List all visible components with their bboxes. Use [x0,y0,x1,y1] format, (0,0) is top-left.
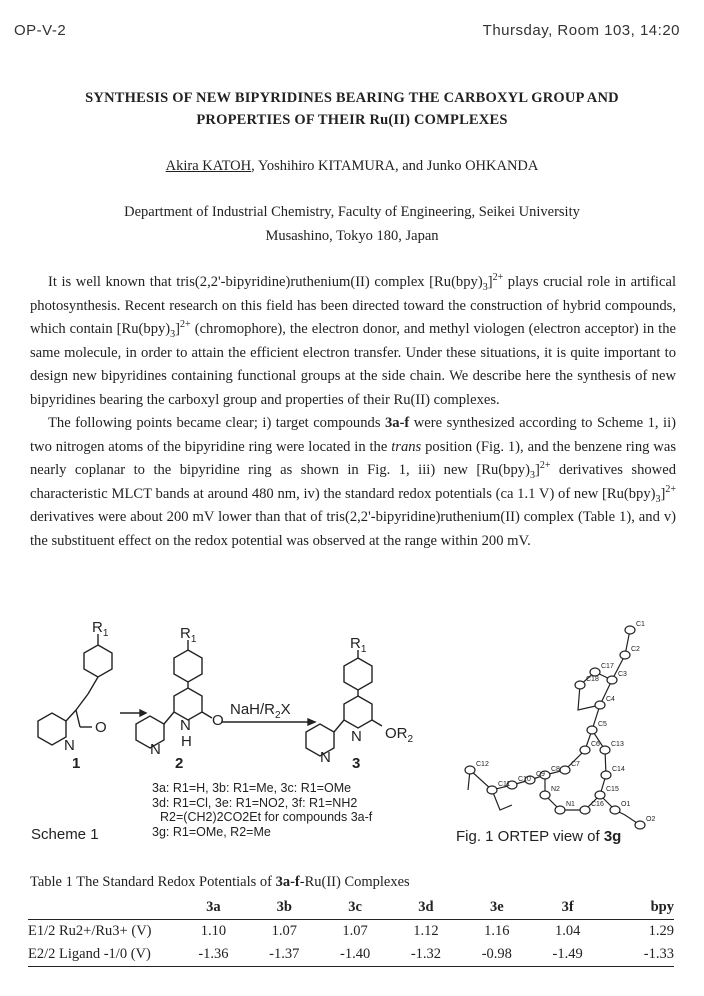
atom-label: C2 [631,646,640,653]
atom-ellipse [590,668,600,676]
table-corner [28,896,178,920]
table-cell: 1.07 [271,923,297,939]
session-code: OP-V-2 [14,22,67,39]
nitrogen-label-3a: N [351,728,362,745]
atom-label: C6 [591,741,600,748]
table-caption-compounds: 3a-f [275,874,300,890]
table-caption-text: Table 1 The Standard Redox Potentials of [30,874,276,890]
hydrogen-label-2: H [181,733,192,750]
atom-label: N2 [551,786,560,793]
paragraph-intro [30,271,676,412]
text-segment: 2+ [492,272,504,284]
atom-label: O2 [646,816,656,823]
text-segment: 3 [482,281,488,293]
atom-ellipse [601,771,611,779]
text-segment: derivatives were about 200 mV lower than that of tris(2,2'-bipyridine)ruthenium(II) complex (Table 1), and v) the substituent effect on the redox potential was observed at the range within 200 mV. [30,509,676,549]
legend-line: R2=(CH2)2CO2Et for compounds 3a-f [160,810,373,824]
table-cell: -1.32 [410,946,442,962]
r1-label-3: $R_1$ [350,635,367,655]
co-authors: , Yoshihiro KITAMURA, and Junko OHKANDA [251,158,539,174]
atom-ellipse [635,821,645,829]
atom-label: C5 [598,721,607,728]
paper-title-line1: SYNTHESIS OF NEW BIPYRIDINES BEARING THE CARBOXYL GROUP AND [85,90,619,106]
column-header: 3d [418,899,434,915]
atom-label: C3 [618,671,627,678]
table-row [28,920,674,944]
presenting-author: Akira KATOH [165,158,252,174]
row-label: E1/2 Ru2+/Ru3+ (V) [28,923,152,939]
table-cell: -1.36 [198,946,229,962]
text-segment: 2+ [180,319,191,331]
paper-title-line2: PROPERTIES OF THEIR Ru(II) COMPLEXES [196,112,508,128]
nitrogen-label-3b: N [320,749,331,766]
atom-label: C18 [586,676,599,683]
authors [0,158,704,175]
column-header: 3b [276,899,292,915]
atom-label: C11 [498,781,511,788]
atom-ellipse [625,626,635,634]
atom-ellipse [620,651,630,659]
table-cell: 1.12 [413,923,439,939]
row-label: E2/2 Ligand -1/0 (V) [28,946,151,962]
atom-ellipse [540,791,550,799]
legend-line: 3d: R1=Cl, 3e: R1=NO2, 3f: R1=NH2 [152,795,358,810]
atom-label: C9 [536,771,545,778]
r1-label-1: $R_1$ [92,619,109,639]
compound-legend [152,781,372,839]
oxygen-label-2: O [212,712,224,729]
table-cell: 1.29 [648,923,674,939]
compound-3-structure [306,650,382,756]
atom-ellipse [465,766,475,774]
atom-label: N1 [566,801,575,808]
atom-label: C14 [612,766,625,773]
atom-ellipse [560,766,570,774]
text-segment: 3 [170,328,176,340]
atom-label: O1 [621,801,631,808]
column-header: bpy [650,899,674,915]
text-segment: 3 [529,469,535,481]
table-cell: -1.37 [269,946,300,962]
atom-label: C4 [606,696,615,703]
column-header: 3c [348,899,362,915]
atom-ellipse [555,806,565,814]
text-segment: position (Fig. 1), and the benzene ring was nearly coplanar to the bipyridine ring as shown in Fig. 1, iii) new [Ru(bpy) [30,438,676,478]
text-segment: (chromophore), the electron donor, and methyl viologen (electron acceptor) in the same molecule, in order to attain the efficient electron transfer. Under these situations, it is quite important to design new bipyridines containing functional groups at the side chain. We describe here the synthesis of new bipyridines bearing the carboxyl group and properties of their Ru(II) complexes. [30,321,677,408]
nitrogen-label-1: N [64,737,75,754]
r1-label-2: $R_1$ [180,625,197,645]
text-segment: ] [660,485,666,502]
nitrogen-label-2b: N [150,741,161,758]
table-cell: -1.40 [340,946,371,962]
atom-label: C17 [601,663,614,670]
atom-label: C7 [571,761,580,768]
atom-ellipse [610,806,620,814]
table-row [28,943,674,967]
text-segment: ] [487,274,493,290]
table-caption [30,874,410,891]
table-cell: -1.49 [552,946,583,962]
oxygen-label-1: O [95,719,107,736]
atom-label: C1 [636,621,645,628]
text-segment: It is well known that tris(2,2'-bipyridine)ruthenium(II) complex [Ru(bpy) [48,274,483,290]
text-segment: plays crucial role in artifical photosynthesis. Recent research on this field has been directed toward the construction of hybrid compounds, which contain [Ru(bpy) [30,274,677,337]
atom-label: C12 [476,761,489,768]
table-cell: 1.07 [342,923,368,939]
redox-table [28,896,674,967]
compound-2-structure [136,640,212,748]
nitrogen-label-2a: N [180,717,191,734]
paragraph-results [30,412,676,553]
legend-line: 3g: R1=OMe, R2=Me [152,824,271,839]
atom-ellipse [580,806,590,814]
session-info: Thursday, Room 103, 14:20 [482,22,680,39]
text-segment: ] [175,321,181,337]
compound-label-1: 1 [72,755,81,772]
figure-caption [456,828,621,845]
atom-label: C13 [611,741,624,748]
text-segment: were synthesized according to Scheme 1, ii) two nitrogen atoms of the bipyridine ring were located in the [30,415,676,455]
text-segment: 2+ [665,483,676,495]
compound-label-2: 2 [175,755,184,772]
table-cell: 1.10 [200,923,227,939]
text-segment: trans [391,438,422,455]
atom-ellipse [575,681,585,689]
scheme-caption: Scheme 1 [31,826,99,843]
table-cell: -0.98 [481,946,512,962]
text-segment: ] [534,462,540,478]
atom-label: C15 [606,786,619,793]
column-header: 3e [489,899,504,915]
atom-ellipse [607,676,617,684]
atom-ellipse [587,726,597,734]
affiliation-line1: Department of Industrial Chemistry, Faculty of Engineering, Seikei University [124,204,580,220]
text-segment: 3a-f [384,415,410,431]
atom-ellipse [595,701,605,709]
or2-label: $OR_2$ [385,725,414,745]
table-caption-end: -Ru(II) Complexes [299,874,410,890]
legend-line: 3a: R1=H, 3b: R1=Me, 3c: R1=OMe [152,781,352,795]
atom-label: C16 [591,801,604,808]
atom-label: C10 [518,776,531,783]
atom-ellipse [595,791,605,799]
figure-caption-compound: 3g [603,828,622,845]
atom-ellipse [580,746,590,754]
compound-label-3: 3 [352,755,361,772]
figure-caption-text: Fig. 1 ORTEP view of [456,828,604,845]
text-segment: derivatives showed characteristic MLCT bands at around 480 nm, iv) the standard redox potentials (ca 1.1 V) of new [Ru(bpy) [30,462,676,502]
text-segment: 3 [655,493,661,505]
text-segment: 2+ [539,460,551,472]
table-cell: 1.04 [554,923,581,939]
table-cell: 1.16 [484,923,510,939]
atom-ellipse [487,786,497,794]
atom-ellipse [600,746,610,754]
affiliation-line2: Musashino, Tokyo 180, Japan [265,228,439,244]
table-cell: -1.33 [643,946,674,962]
column-header: 3f [561,899,574,915]
body-text [30,271,676,553]
text-segment: The following points became clear; i) target compounds [48,415,385,431]
reagent-label: NaH/$R_2X$ [230,701,291,721]
atom-label: C8 [551,766,560,773]
column-header: 3a [206,899,221,915]
ortep-figure [465,626,645,829]
